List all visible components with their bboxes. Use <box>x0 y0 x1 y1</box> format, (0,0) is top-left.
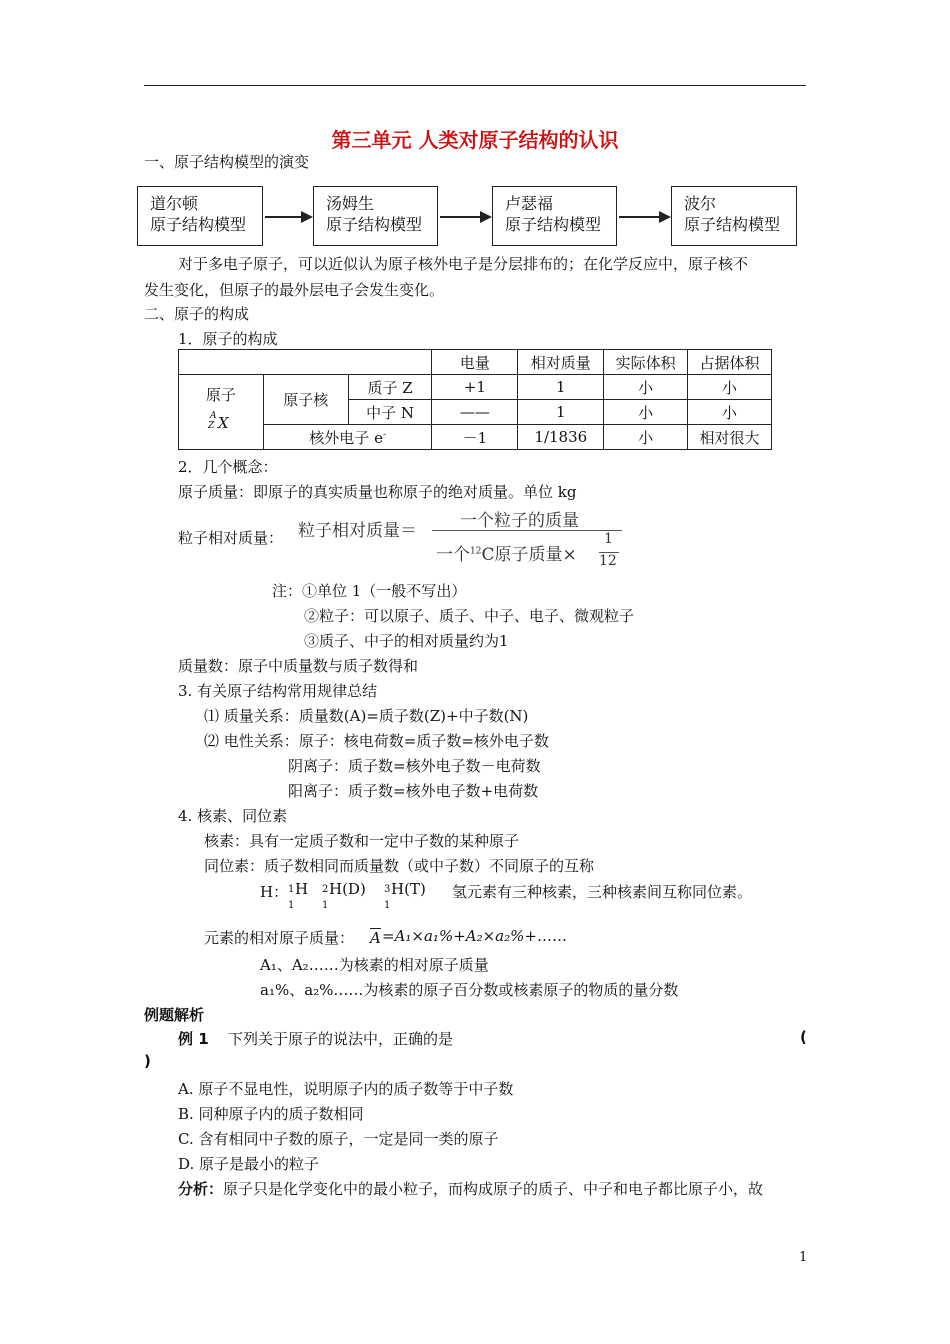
formula-denominator <box>436 540 577 565</box>
rule-line: 阴离子：质子数=核外电子数－电荷数 <box>288 757 541 775</box>
atom-label: 原子 <box>205 385 236 404</box>
atom-composition-table <box>178 349 772 450</box>
note-line: ③质子、中子的相对质量约为1 <box>304 632 509 650</box>
table-cell: 1 <box>518 400 604 425</box>
rel-atomic-formula: =A₁×a₁%+A₂×a₂%+…… <box>382 927 567 945</box>
mass-number-text: 质量数：原子中质量数与质子数得和 <box>178 657 419 675</box>
table-cell: －1 <box>432 425 518 450</box>
atom-mass-text: 原子质量：即原子的真实质量也称原子的绝对质量。单位 kg <box>178 483 577 501</box>
atom-symbol-x: X <box>218 413 229 432</box>
model-label: 原子结构模型 <box>684 215 781 234</box>
model-name: 汤姆生 <box>326 194 375 213</box>
table-cell: 小 <box>604 400 688 425</box>
analysis-label: 分析： <box>178 1180 224 1198</box>
element-symbol: H(T) <box>391 880 426 898</box>
h-label: H： <box>260 883 289 901</box>
subheading: 3. 有关原子结构常用规律总结 <box>178 682 378 700</box>
example-label: 例 1 <box>178 1030 209 1048</box>
rule-line: 阳离子：质子数=核外电子数+电荷数 <box>288 782 539 800</box>
table-row-label: 中子 N <box>348 400 432 425</box>
atom-symbol <box>179 411 263 441</box>
table-cell: 小 <box>604 375 688 400</box>
electron-label: 核外电子 e <box>309 428 383 447</box>
table-row-label <box>263 425 432 450</box>
den-pre: 一个 <box>436 545 470 565</box>
paragraph-line: 对于多电子原子，可以近似认为原子核外电子是分层排布的；在化学反应中，原子核不 <box>178 255 749 273</box>
atom-cell <box>179 375 264 450</box>
answer-paren-open: ( <box>800 1028 807 1046</box>
model-label: 原子结构模型 <box>505 215 602 234</box>
element-symbol: H <box>295 880 309 898</box>
paragraph-line: 发生变化，但原子的最外层电子会发生变化。 <box>144 281 445 299</box>
den-mid: C原子质量× <box>481 545 577 565</box>
nuclide-text: 核素：具有一定质子数和一定中子数的某种原子 <box>204 832 520 850</box>
model-label: 原子结构模型 <box>150 215 247 234</box>
option-c: C. 含有相同中子数的原子，一定是同一类的原子 <box>178 1130 499 1148</box>
nucleus-cell: 原子核 <box>263 375 348 425</box>
table-header: 电量 <box>432 350 518 375</box>
den-sup: 12 <box>470 546 482 557</box>
model-label: 原子结构模型 <box>326 215 423 234</box>
model-box-thomson <box>313 186 438 246</box>
model-box-dalton <box>137 186 263 246</box>
table-cell: 1/1836 <box>518 425 604 450</box>
table-cell: —— <box>432 400 518 425</box>
atomic-number: 1 <box>384 900 391 911</box>
rel-mass-label: 粒子相对质量： <box>178 529 284 547</box>
analysis-line <box>178 1178 763 1199</box>
small-fraction-numerator: 1 <box>604 531 613 547</box>
model-box-rutherford <box>492 186 617 246</box>
atomic-number: 1 <box>322 900 329 911</box>
rule-line: ⑵ 电性关系：原子：核电荷数=质子数=核外电子数 <box>204 732 549 750</box>
option-d: D. 原子是最小的粒子 <box>178 1155 320 1173</box>
arrow-icon <box>265 216 311 218</box>
section2-heading: 二、原子的构成 <box>144 305 250 323</box>
table-header: 占据体积 <box>688 350 772 375</box>
rel-atomic-label: 元素的相对原子质量： <box>204 929 355 947</box>
note-line: 注：①单位 1（一般不写出） <box>272 582 467 600</box>
arrow-icon <box>440 216 490 218</box>
answer-paren-close: ) <box>144 1052 151 1070</box>
mass-number: 1 <box>288 884 295 895</box>
subheading: 4. 核素、同位素 <box>178 807 288 825</box>
page-number: 1 <box>799 1250 808 1265</box>
table-header: 实际体积 <box>604 350 688 375</box>
table-row-label: 质子 Z <box>348 375 432 400</box>
average-a-symbol: A <box>370 929 381 947</box>
option-a: A. 原子不显电性，说明原子内的质子数等于中子数 <box>178 1080 514 1098</box>
table-cell: 小 <box>604 425 688 450</box>
subheading: 1．原子的构成 <box>178 330 278 348</box>
atomic-number: 1 <box>288 900 295 911</box>
section1-heading: 一、原子结构模型的演变 <box>144 153 310 171</box>
fraction-bar <box>432 530 622 531</box>
analysis-text: 原子只是化学变化中的最小粒子，而构成原子的质子、中子和电子都比原子小，故 <box>223 1180 764 1198</box>
atom-symbol-z: Z <box>208 420 215 431</box>
rule-line: ⑴ 质量关系：质量数(A)=质子数(Z)+中子数(N) <box>204 707 529 725</box>
option-b: B. 同种原子内的质子数相同 <box>178 1105 364 1123</box>
table-cell: +1 <box>432 375 518 400</box>
table-cell: 小 <box>688 375 772 400</box>
electron-charge: - <box>382 429 386 440</box>
model-name: 波尔 <box>684 194 717 213</box>
formula-numerator: 一个粒子的质量 <box>460 511 579 531</box>
header-rule <box>144 85 806 86</box>
mass-number: 3 <box>384 884 391 895</box>
mass-number: 2 <box>322 884 329 895</box>
model-name: 卢瑟福 <box>505 194 554 213</box>
element-symbol: H(D) <box>329 880 366 898</box>
note-line: ②粒子：可以原子、质子、中子、电子、微观粒子 <box>304 607 635 625</box>
subheading: 2．几个概念： <box>178 458 278 476</box>
example-question: 下列关于原子的说法中，正确的是 <box>228 1030 454 1048</box>
atom-symbol-a: A <box>210 410 217 421</box>
rel-atomic-note: a₁%、a₂%……为核素的原子百分数或核素原子的物质的量分数 <box>260 981 679 999</box>
examples-heading: 例题解析 <box>144 1006 205 1024</box>
small-fraction-denominator: 12 <box>599 553 617 569</box>
table-corner <box>179 350 432 375</box>
arrow-icon <box>619 216 669 218</box>
table-cell: 1 <box>518 375 604 400</box>
table-header: 相对质量 <box>518 350 604 375</box>
rel-atomic-note: A₁、A₂……为核素的相对原子质量 <box>260 956 489 974</box>
table-cell: 小 <box>688 400 772 425</box>
table-cell: 相对很大 <box>688 425 772 450</box>
formula-lhs: 粒子相对质量＝ <box>298 521 417 541</box>
model-name: 道尔顿 <box>150 194 199 213</box>
page-title: 第三单元 人类对原子结构的认识 <box>331 128 619 152</box>
h-note: 氢元素有三种核素，三种核素间互称同位素。 <box>452 883 753 901</box>
isotope-text: 同位素：质子数相同而质量数（或中子数）不同原子的互称 <box>204 857 595 875</box>
model-box-bohr <box>671 186 797 246</box>
